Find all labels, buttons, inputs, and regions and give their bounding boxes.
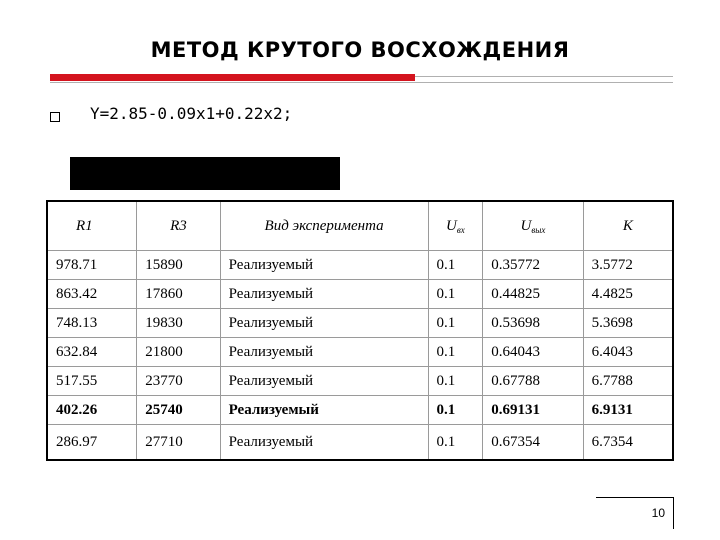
table-row <box>47 280 673 309</box>
cell-r3: 19830 <box>137 309 220 338</box>
table-row-highlighted <box>47 396 673 425</box>
cell-r3: 25740 <box>137 396 220 425</box>
table-row <box>47 251 673 280</box>
cell-r3: 15890 <box>137 251 220 280</box>
header-u-out-label: U <box>520 217 532 234</box>
cell-r1: 863.42 <box>47 280 137 309</box>
table-row <box>47 338 673 367</box>
cell-k: 6.9131 <box>583 396 673 425</box>
cell-r1: 632.84 <box>47 338 137 367</box>
table-row <box>47 425 673 461</box>
table-row <box>47 367 673 396</box>
header-u-in-subscript: вх <box>456 224 465 235</box>
header-r3: R3 <box>137 201 220 251</box>
header-k: K <box>583 201 673 251</box>
cell-r3: 17860 <box>137 280 220 309</box>
cell-u-in: 0.1 <box>428 338 483 367</box>
title-underline-gray-bottom <box>50 82 673 83</box>
title-underline-red <box>50 74 415 81</box>
cell-u-in: 0.1 <box>428 280 483 309</box>
cell-experiment-type: Реализуемый <box>220 280 428 309</box>
cell-u-out: 0.53698 <box>483 309 583 338</box>
cell-r1: 286.97 <box>47 425 137 461</box>
cell-u-out: 0.35772 <box>483 251 583 280</box>
cell-k: 6.4043 <box>583 338 673 367</box>
cell-experiment-type: Реализуемый <box>220 425 428 461</box>
cell-r3: 27710 <box>137 425 220 461</box>
cell-experiment-type: Реализуемый <box>220 251 428 280</box>
header-u-in-label: U <box>445 217 457 234</box>
redacted-box <box>70 157 340 190</box>
header-u-in <box>428 201 483 251</box>
cell-k: 5.3698 <box>583 309 673 338</box>
cell-r1: 978.71 <box>47 251 137 280</box>
cell-u-in: 0.1 <box>428 396 483 425</box>
cell-experiment-type: Реализуемый <box>220 338 428 367</box>
table-row <box>47 309 673 338</box>
cell-experiment-type: Реализуемый <box>220 396 428 425</box>
table-header-row <box>47 201 673 251</box>
cell-r1: 402.26 <box>47 396 137 425</box>
regression-equation: Y=2.85-0.09x1+0.22x2; <box>90 104 293 123</box>
page-number: 10 <box>651 506 665 520</box>
cell-u-in: 0.1 <box>428 251 483 280</box>
experiment-table <box>46 200 674 461</box>
header-experiment-type: Вид эксперимента <box>220 201 428 251</box>
header-r1: R1 <box>47 201 137 251</box>
header-u-out <box>483 201 583 251</box>
cell-r3: 23770 <box>137 367 220 396</box>
cell-r1: 517.55 <box>47 367 137 396</box>
cell-u-out: 0.67788 <box>483 367 583 396</box>
cell-u-in: 0.1 <box>428 367 483 396</box>
title-underline-gray <box>415 76 673 77</box>
cell-u-out: 0.69131 <box>483 396 583 425</box>
cell-k: 6.7788 <box>583 367 673 396</box>
cell-u-in: 0.1 <box>428 425 483 461</box>
cell-r1: 748.13 <box>47 309 137 338</box>
cell-k: 4.4825 <box>583 280 673 309</box>
cell-k: 6.7354 <box>583 425 673 461</box>
cell-u-out: 0.44825 <box>483 280 583 309</box>
slide-title: МЕТОД КРУТОГО ВОСХОЖДЕНИЯ <box>150 38 570 62</box>
cell-u-in: 0.1 <box>428 309 483 338</box>
cell-experiment-type: Реализуемый <box>220 367 428 396</box>
bullet-square-icon <box>50 112 60 122</box>
cell-k: 3.5772 <box>583 251 673 280</box>
page-number-frame <box>596 497 674 529</box>
header-u-out-subscript: вых <box>531 224 546 235</box>
cell-u-out: 0.64043 <box>483 338 583 367</box>
cell-experiment-type: Реализуемый <box>220 309 428 338</box>
cell-r3: 21800 <box>137 338 220 367</box>
cell-u-out: 0.67354 <box>483 425 583 461</box>
